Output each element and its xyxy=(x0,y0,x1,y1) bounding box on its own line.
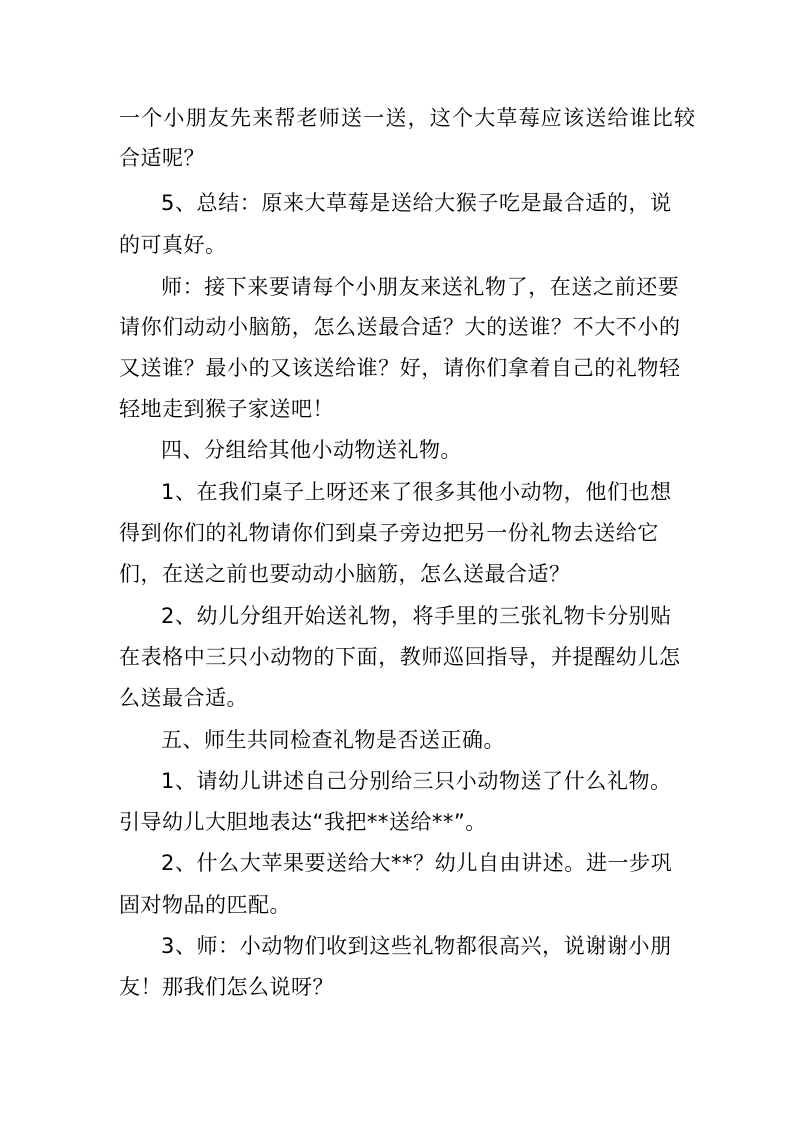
text-line: 引导幼儿大胆地表达“我把**送给**”。 xyxy=(119,810,487,834)
text-line: 请你们动动小脑筋，怎么送最合适？大的送谁？不大不小的 xyxy=(119,315,681,339)
section-heading: 五、师生共同检查礼物是否送正确。 xyxy=(161,728,505,752)
text-line: 们，在送之前也要动动小脑筋，怎么送最合适？ xyxy=(119,562,571,586)
text-line: 固对物品的匹配。 xyxy=(119,893,291,917)
text-line: 得到你们的礼物请你们到桌子旁边把另一份礼物去送给它 xyxy=(119,521,659,545)
section-heading: 四、分组给其他小动物送礼物。 xyxy=(161,438,462,462)
text-line: 一个小朋友先来帮老师送一送，这个大草莓应该送给谁比较 xyxy=(119,106,697,130)
text-line: 师：接下来要请每个小朋友来送礼物了，在送之前还要 xyxy=(161,275,680,299)
text-line: 2、什么大苹果要送给大**？幼儿自由讲述。进一步巩 xyxy=(161,851,673,875)
text-line: 的可真好。 xyxy=(119,233,227,257)
text-line: 在表格中三只小动物的下面，教师巡回指导，并提醒幼儿怎 xyxy=(119,645,681,669)
text-line: 么送最合适。 xyxy=(119,686,248,710)
text-line: 又送谁？最小的又该送给谁？好，请你们拿着自己的礼物轻 xyxy=(119,356,681,380)
text-line: 合适呢？ xyxy=(119,146,205,170)
text-line: 友！那我们怎么说呀？ xyxy=(119,975,334,999)
text-line: 1、在我们桌子上呀还来了很多其他小动物，他们也想 xyxy=(161,480,672,504)
text-line: 2、幼儿分组开始送礼物，将手里的三张礼物卡分别贴 xyxy=(161,604,672,628)
text-line: 1、请幼儿讲述自己分别给三只小动物送了什么礼物。 xyxy=(161,769,672,793)
text-line: 5、总结：原来大草莓是送给大猴子吃是最合适的，说 xyxy=(161,191,672,215)
text-line: 轻地走到猴子家送吧！ xyxy=(119,397,334,421)
text-line: 3、师：小动物们收到这些礼物都很高兴，说谢谢小朋 xyxy=(161,934,672,958)
